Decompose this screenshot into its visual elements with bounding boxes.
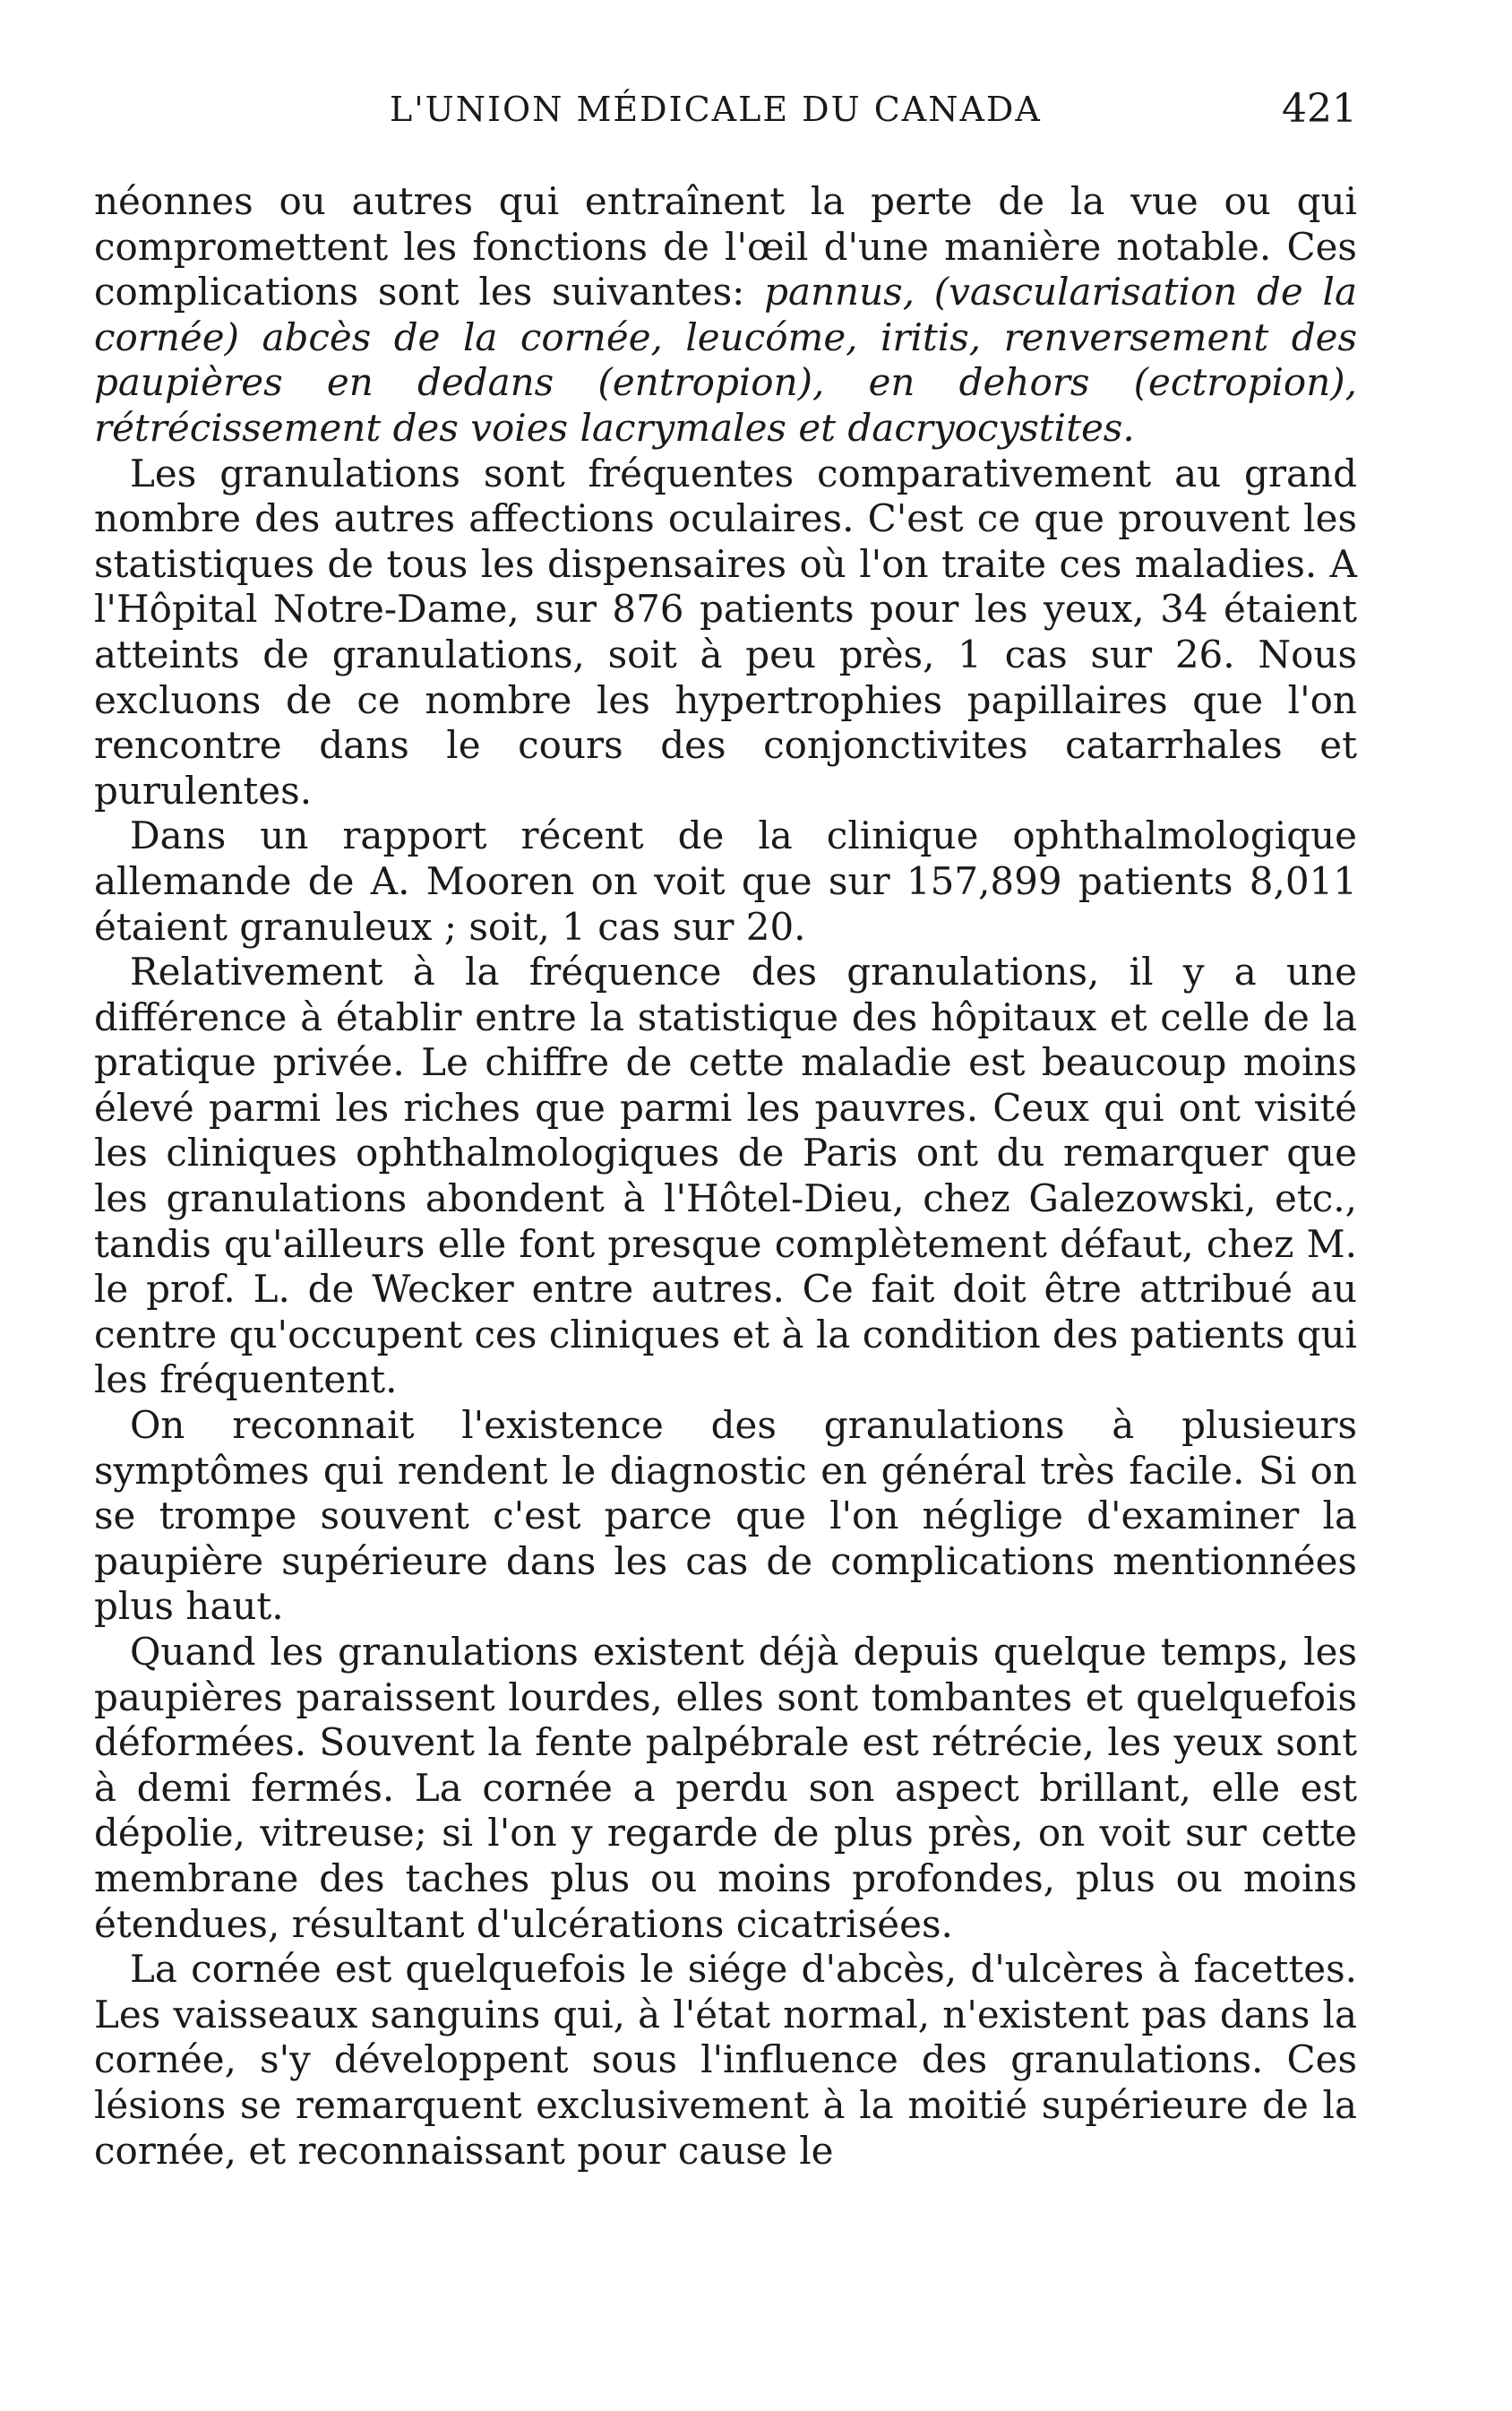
paragraph-frequency: Les granulations sont fréquentes comparativement au grand nombre des autres affections oculaires. C'est ce que prouvent les statistiques de tous les dispensaires où l'on traite ces maladies. A l'Hôpital Notre-Dame, sur 876 patients pour les yeux, 34 étaient atteints de granulations, soit à peu près, 1 cas sur 26. Nous excluons de ce nombre les hypertrophies papillaires que l'on rencontre dans le cours des conjonctivites catarrhales et purulentes.: [94, 451, 1357, 813]
paragraph-symptoms: On reconnait l'existence des granulations à plusieurs symptômes qui rendent le diagnostic en général très facile. Si on se trompe souvent c'est parce que l'on néglige d'examiner la paupière supérieure dans les cas de complications mentionnées plus haut.: [94, 1403, 1357, 1629]
paragraph-mooren-report: Dans un rapport récent de la clinique ophthalmologique allemande de A. Mooren on voit que sur 157,899 patients 8,011 étaient granuleux ; soit, 1 cas sur 20.: [94, 814, 1357, 949]
paragraph-text: néonnes ou autres qui entraînent la perte de la vue ou qui compromettent les fonctions de l'œil d'une manière notable. Ces complications sont les suivantes:: [94, 179, 1357, 314]
paragraph-eyelids: Quand les granulations existent déjà depuis quelque temps, les paupières paraissent lourdes, elles sont tombantes et quelquefois déformées. Souvent la fente palpébrale est rétrécie, les yeux sont à demi fermés. La cornée a perdu son aspect brillant, elle est dépolie, vitreuse; si l'on y regarde de plus près, on voit sur cette membrane des taches plus ou moins profondes, plus ou moins étendues, résultant d'ulcérations cicatrisées.: [94, 1630, 1357, 1946]
paragraph-cornea: La cornée est quelquefois le siége d'abcès, d'ulcères à facettes. Les vaisseaux sanguins qui, à l'état normal, n'existent pas dans la cornée, s'y développent sous l'influence des granulations. Ces lésions se remarquent exclusivement à la moitié supérieure de la cornée, et reconnaissant pour cause le: [94, 1947, 1357, 2173]
paragraph-hospital-statistics: Relativement à la fréquence des granulations, il y a une différence à établir entre la statistique des hôpitaux et celle de la pratique privée. Le chiffre de cette maladie est beaucoup moins élevé parmi les riches que parmi les pauvres. Ceux qui ont visité les cliniques ophthalmologiques de Paris ont du remarquer que les granulations abondent à l'Hôtel-Dieu, chez Galezowski, etc., tandis qu'ailleurs elle font presque complètement défaut, chez M. le prof. L. de Wecker entre autres. Ce fait doit être attribué au centre qu'occupent ces cliniques et à la condition des patients qui les fréquentent.: [94, 950, 1357, 1402]
running-head: [94, 86, 1357, 152]
journal-title: L'UNION MÉDICALE DU CANADA: [390, 90, 1042, 129]
document-page: [94, 86, 1358, 2174]
paragraph-complications: [94, 179, 1357, 452]
page-number: 421: [1282, 86, 1357, 132]
body-text: [94, 179, 1357, 2174]
italic-complications-list: pannus, (vascularisation de la cornée) abcès de la cornée, leucóme, iritis, renversement des paupières en dedans (entropion), en dehors (ectropion), rétrécissement des voies lacrymales et dacryocystites.: [94, 270, 1358, 450]
